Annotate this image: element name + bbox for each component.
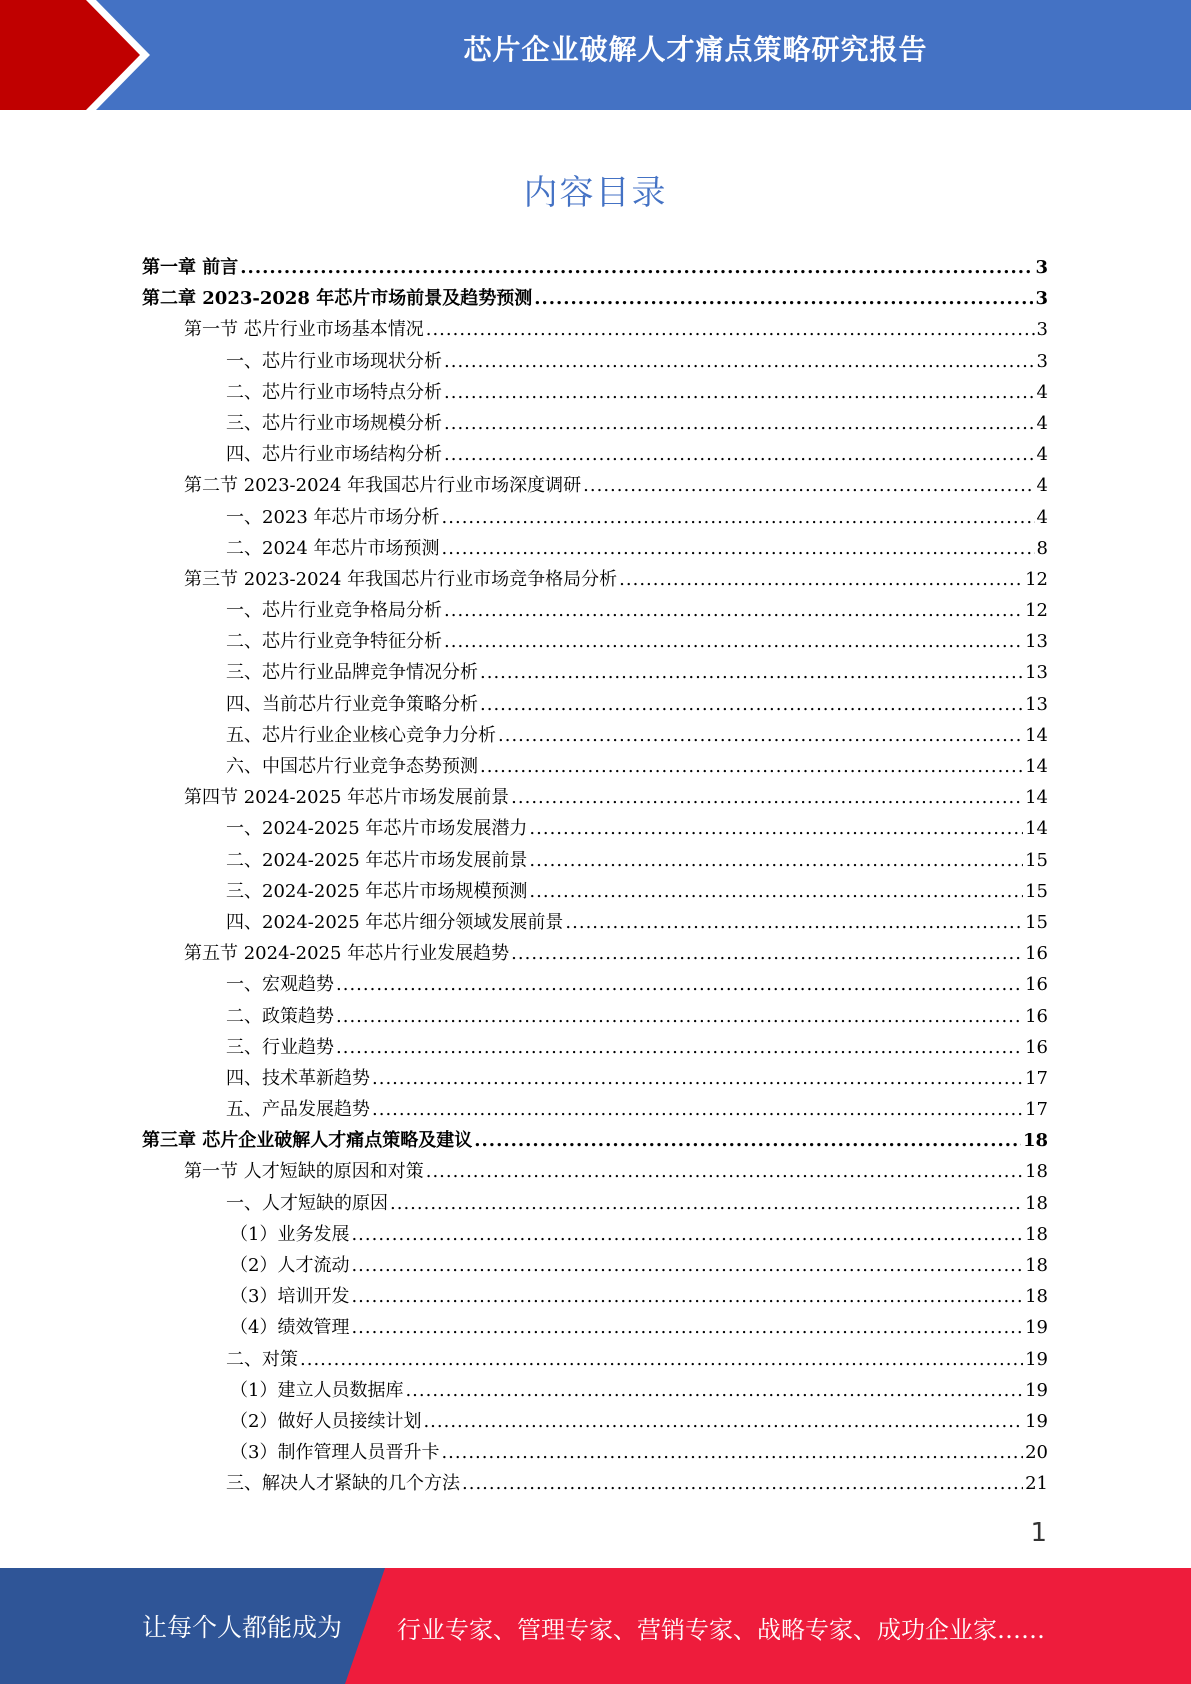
toc-leader-dots bbox=[372, 1063, 1023, 1094]
toc-entry-label: 六、中国芯片行业竞争态势预测 bbox=[226, 756, 478, 777]
toc-leader-dots bbox=[444, 626, 1023, 657]
toc-leader-dots bbox=[444, 346, 1035, 377]
toc-entry-page: 18 bbox=[1022, 1130, 1048, 1152]
toc-entry[interactable] bbox=[142, 969, 1048, 1000]
toc-entry-label: 四、2024-2025 年芯片细分领域发展前景 bbox=[226, 911, 564, 933]
toc-entry-page: 4 bbox=[1036, 444, 1048, 466]
toc-leader-dots bbox=[372, 1094, 1023, 1125]
toc-entry[interactable] bbox=[142, 1468, 1048, 1499]
toc-leader-dots bbox=[442, 533, 1035, 564]
toc-entry-page: 16 bbox=[1025, 1036, 1048, 1058]
toc-entry-label: 第一章 前言 bbox=[142, 257, 239, 278]
toc-entry-label: 二、2024 年芯片市场预测 bbox=[226, 537, 440, 559]
toc-entry-label: （2）人才流动 bbox=[230, 1255, 350, 1276]
toc-entry-label: 五、产品发展趋势 bbox=[226, 1099, 370, 1121]
toc-entry-page: 15 bbox=[1025, 880, 1048, 902]
toc-entry-label: （3）培训开发 bbox=[230, 1286, 350, 1308]
toc-entry[interactable] bbox=[142, 1063, 1048, 1094]
toc-entry-page: 13 bbox=[1025, 631, 1048, 653]
toc-entry[interactable] bbox=[142, 439, 1048, 470]
toc-entry-page: 18 bbox=[1025, 1192, 1048, 1214]
toc-entry-page: 15 bbox=[1025, 911, 1048, 933]
toc-entry[interactable] bbox=[142, 470, 1048, 501]
toc-entry-label: 四、技术革新趋势 bbox=[226, 1067, 370, 1089]
toc-entry-page: 13 bbox=[1025, 662, 1048, 684]
toc-leader-dots bbox=[534, 283, 1033, 314]
toc-entry[interactable] bbox=[142, 408, 1048, 439]
toc-heading: 内容目录 bbox=[523, 173, 668, 213]
toc-entry-label: 二、对策 bbox=[226, 1348, 298, 1370]
toc-entry-label: 一、人才短缺的原因 bbox=[226, 1192, 388, 1214]
toc-entry-page: 20 bbox=[1025, 1442, 1048, 1464]
toc-entry-label: 第四节 2024-2025 年芯片市场发展前景 bbox=[184, 787, 510, 809]
toc-leader-dots bbox=[336, 1032, 1023, 1063]
toc-entry-label: 一、2024-2025 年芯片市场发展潜力 bbox=[226, 818, 528, 840]
toc-entry-label: 第一节 人才短缺的原因和对策 bbox=[184, 1161, 424, 1183]
toc-entry-page: 16 bbox=[1025, 1005, 1048, 1027]
toc-entry[interactable] bbox=[142, 813, 1048, 844]
toc-entry-label: 四、芯片行业市场结构分析 bbox=[226, 444, 442, 466]
toc-entry[interactable] bbox=[142, 1312, 1048, 1343]
toc-entry-page: 4 bbox=[1036, 475, 1048, 497]
toc-entry[interactable] bbox=[142, 595, 1048, 626]
page-footer bbox=[0, 1568, 1191, 1684]
toc-leader-dots bbox=[511, 938, 1023, 969]
toc-entry[interactable] bbox=[142, 1032, 1048, 1063]
toc-entry-label: 第二节 2023-2024 年我国芯片行业市场深度调研 bbox=[184, 475, 582, 497]
toc-leader-dots bbox=[444, 439, 1035, 470]
toc-leader-dots bbox=[444, 595, 1023, 626]
toc-entry[interactable] bbox=[142, 626, 1048, 657]
toc-entry-page: 14 bbox=[1025, 787, 1048, 809]
toc-leader-dots bbox=[474, 1125, 1021, 1156]
toc-entry-label: 一、2023 年芯片市场分析 bbox=[226, 506, 440, 528]
table-of-contents bbox=[142, 252, 1048, 1500]
toc-entry[interactable] bbox=[142, 657, 1048, 688]
toc-leader-dots bbox=[442, 502, 1035, 533]
toc-entry-label: （1）业务发展 bbox=[230, 1223, 350, 1245]
toc-leader-dots bbox=[480, 657, 1023, 688]
toc-entry-label: 一、宏观趋势 bbox=[226, 974, 334, 996]
page-number: 1 bbox=[1030, 1518, 1047, 1548]
toc-leader-dots bbox=[441, 1437, 1023, 1468]
toc-leader-dots bbox=[583, 470, 1034, 501]
toc-leader-dots bbox=[480, 689, 1023, 720]
toc-entry-label: 第一节 芯片行业市场基本情况 bbox=[184, 319, 424, 341]
toc-entry-page: 19 bbox=[1025, 1348, 1048, 1370]
toc-entry-page: 18 bbox=[1025, 1255, 1048, 1276]
toc-entry-page: 18 bbox=[1025, 1223, 1048, 1245]
toc-entry-label: 五、芯片行业企业核心竞争力分析 bbox=[226, 724, 496, 746]
toc-entry-label: 三、解决人才紧缺的几个方法 bbox=[226, 1473, 460, 1495]
toc-entry[interactable] bbox=[142, 782, 1048, 813]
toc-entry[interactable] bbox=[142, 1001, 1048, 1032]
toc-leader-dots bbox=[619, 564, 1023, 595]
toc-entry-page: 19 bbox=[1025, 1410, 1048, 1432]
toc-entry-label: （3）制作管理人员晋升卡 bbox=[230, 1442, 440, 1464]
toc-entry-page: 14 bbox=[1025, 724, 1048, 746]
toc-entry[interactable] bbox=[142, 502, 1048, 533]
toc-leader-dots bbox=[498, 720, 1023, 751]
toc-leader-dots bbox=[240, 252, 1033, 283]
toc-leader-dots bbox=[529, 845, 1023, 876]
toc-entry-label: 二、芯片行业竞争特征分析 bbox=[226, 631, 442, 653]
toc-entry-label: 第五节 2024-2025 年芯片行业发展趋势 bbox=[184, 943, 510, 965]
toc-entry-page: 3 bbox=[1035, 288, 1048, 310]
toc-entry-label: 一、芯片行业竞争格局分析 bbox=[226, 600, 442, 622]
toc-leader-dots bbox=[444, 377, 1035, 408]
toc-entry-label: 二、芯片行业市场特点分析 bbox=[226, 381, 442, 403]
toc-entry-page: 16 bbox=[1025, 943, 1048, 965]
toc-entry[interactable] bbox=[142, 1437, 1048, 1468]
toc-entry[interactable] bbox=[142, 938, 1048, 969]
toc-entry-page: 3 bbox=[1036, 319, 1048, 341]
toc-entry-label: 三、行业趋势 bbox=[226, 1036, 334, 1058]
toc-entry-page: 13 bbox=[1025, 693, 1048, 715]
toc-leader-dots bbox=[351, 1281, 1023, 1312]
toc-entry[interactable] bbox=[142, 1188, 1048, 1219]
toc-leader-dots bbox=[351, 1219, 1023, 1250]
toc-entry[interactable] bbox=[142, 564, 1048, 595]
toc-entry[interactable] bbox=[142, 1094, 1048, 1125]
toc-entry[interactable] bbox=[142, 252, 1048, 283]
toc-entry[interactable] bbox=[142, 377, 1048, 408]
toc-entry-label: 第三章 芯片企业破解人才痛点策略及建议 bbox=[142, 1130, 473, 1152]
toc-entry-label: 三、芯片行业品牌竞争情况分析 bbox=[226, 662, 478, 684]
toc-entry-page: 19 bbox=[1025, 1317, 1048, 1339]
toc-entry[interactable] bbox=[142, 689, 1048, 720]
toc-entry-label: 二、2024-2025 年芯片市场发展前景 bbox=[226, 849, 528, 871]
toc-entry[interactable] bbox=[142, 751, 1048, 782]
toc-entry[interactable] bbox=[142, 314, 1048, 345]
toc-entry-page: 18 bbox=[1025, 1286, 1048, 1308]
toc-leader-dots bbox=[336, 1001, 1023, 1032]
toc-entry-page: 19 bbox=[1025, 1379, 1048, 1401]
toc-entry-page: 18 bbox=[1025, 1161, 1048, 1183]
toc-entry-label: 第三节 2023-2024 年我国芯片行业市场竞争格局分析 bbox=[184, 568, 618, 590]
toc-leader-dots bbox=[426, 1156, 1023, 1187]
toc-leader-dots bbox=[351, 1250, 1023, 1281]
toc-entry-label: 二、政策趋势 bbox=[226, 1005, 334, 1027]
report-title: 芯片企业破解人才痛点策略研究报告 bbox=[463, 33, 928, 66]
toc-entry-page: 14 bbox=[1025, 818, 1048, 840]
toc-entry[interactable] bbox=[142, 533, 1048, 564]
toc-entry-page: 3 bbox=[1036, 350, 1048, 372]
toc-entry-page: 12 bbox=[1025, 568, 1048, 590]
toc-entry-page: 3 bbox=[1035, 257, 1048, 278]
toc-leader-dots bbox=[444, 408, 1035, 439]
toc-leader-dots bbox=[336, 969, 1023, 1000]
toc-leader-dots bbox=[511, 782, 1023, 813]
page-header bbox=[0, 0, 1191, 110]
toc-entry-page: 21 bbox=[1025, 1473, 1048, 1495]
toc-entry[interactable] bbox=[142, 1156, 1048, 1187]
toc-entry[interactable] bbox=[142, 346, 1048, 377]
toc-entry[interactable] bbox=[142, 1406, 1048, 1437]
toc-entry-page: 8 bbox=[1036, 537, 1048, 559]
toc-entry-page: 12 bbox=[1025, 600, 1048, 622]
chevron-decoration-red bbox=[0, 0, 140, 110]
toc-entry[interactable] bbox=[142, 1281, 1048, 1312]
footer-slogan-right: 行业专家、管理专家、营销专家、战略专家、成功企业家…… bbox=[397, 1616, 1045, 1644]
toc-entry-page: 16 bbox=[1025, 974, 1048, 996]
toc-entry[interactable] bbox=[142, 1375, 1048, 1406]
toc-entry-label: （2）做好人员接续计划 bbox=[230, 1410, 422, 1432]
toc-entry-page: 17 bbox=[1025, 1099, 1048, 1121]
toc-entry-page: 4 bbox=[1036, 381, 1048, 403]
toc-entry-label: 三、2024-2025 年芯片市场规模预测 bbox=[226, 880, 528, 902]
toc-entry[interactable] bbox=[142, 720, 1048, 751]
toc-leader-dots bbox=[565, 907, 1023, 938]
toc-leader-dots bbox=[390, 1188, 1023, 1219]
toc-entry-label: 一、芯片行业市场现状分析 bbox=[226, 350, 442, 372]
toc-entry-page: 4 bbox=[1036, 506, 1048, 528]
toc-entry[interactable] bbox=[142, 907, 1048, 938]
toc-entry[interactable] bbox=[142, 1250, 1048, 1281]
toc-entry-label: 三、芯片行业市场规模分析 bbox=[226, 412, 442, 434]
toc-leader-dots bbox=[426, 314, 1035, 345]
toc-entry-label: 四、当前芯片行业竞争策略分析 bbox=[226, 693, 478, 715]
toc-leader-dots bbox=[529, 876, 1023, 907]
toc-entry-page: 14 bbox=[1025, 756, 1048, 777]
toc-leader-dots bbox=[462, 1468, 1023, 1499]
toc-entry-label: （1）建立人员数据库 bbox=[230, 1379, 404, 1401]
toc-leader-dots bbox=[480, 751, 1023, 782]
toc-entry[interactable] bbox=[142, 283, 1048, 314]
toc-entry-label: 第二章 2023-2028 年芯片市场前景及趋势预测 bbox=[142, 288, 533, 310]
toc-entry[interactable] bbox=[142, 1125, 1048, 1156]
toc-leader-dots bbox=[351, 1312, 1023, 1343]
toc-entry[interactable] bbox=[142, 1344, 1048, 1375]
toc-leader-dots bbox=[529, 813, 1023, 844]
toc-leader-dots bbox=[300, 1344, 1023, 1375]
toc-entry[interactable] bbox=[142, 1219, 1048, 1250]
toc-entry-page: 15 bbox=[1025, 849, 1048, 871]
toc-leader-dots bbox=[405, 1375, 1023, 1406]
footer-slogan-left: 让每个人都能成为 bbox=[142, 1613, 343, 1642]
toc-entry-page: 17 bbox=[1025, 1067, 1048, 1089]
toc-leader-dots bbox=[423, 1406, 1023, 1437]
toc-entry[interactable] bbox=[142, 876, 1048, 907]
toc-entry-label: （4）绩效管理 bbox=[230, 1317, 350, 1339]
toc-entry[interactable] bbox=[142, 845, 1048, 876]
toc-entry-page: 4 bbox=[1036, 412, 1048, 434]
